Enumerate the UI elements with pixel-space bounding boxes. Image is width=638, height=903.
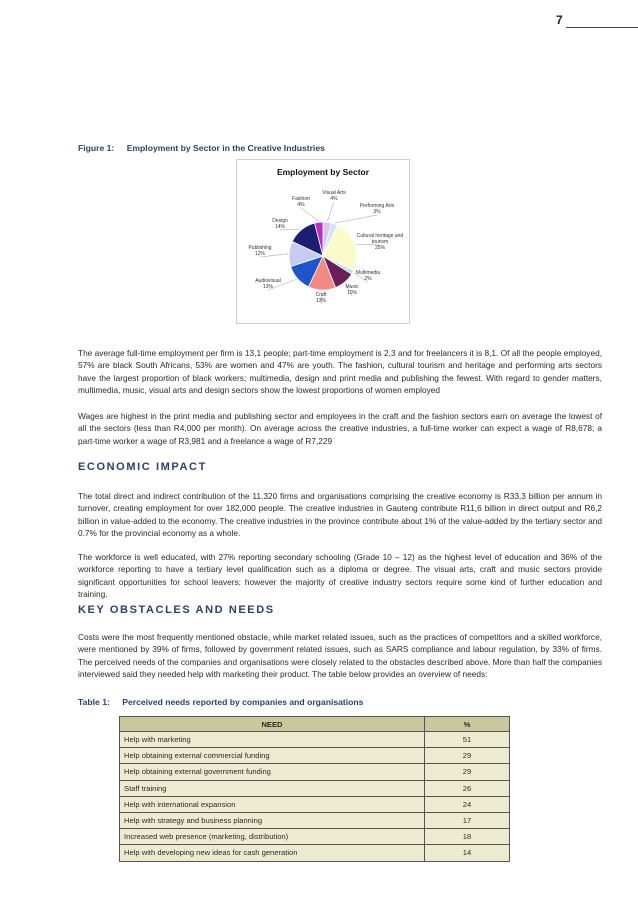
table-row	[120, 748, 510, 764]
need-cell: Help with developing new ideas for cash generation	[120, 845, 425, 861]
percent-cell: 17	[425, 812, 510, 828]
employment-pie-chart	[236, 159, 410, 324]
leader-line	[301, 208, 319, 221]
slice-label: Design 14%	[272, 218, 288, 230]
paragraph-contribution: The total direct and indirect contribution of the 11,320 firms and organisations comprising the creative economy is R33,3 billion per annum in turnover, creating employment for over 182,000 people. The creative industries in Gauteng contribute R11,6 billion in direct output and R6,2 billion in value-added to the economy. The creative industries in the province contribute about 1% of the value-added by the tertiary sector and 0.7% for the provincial economy as a whole.	[78, 491, 602, 539]
table-label: Table 1:	[78, 697, 110, 707]
page-number-rule	[566, 27, 638, 28]
table-title	[78, 697, 363, 707]
need-cell: Help with marketing	[120, 732, 425, 748]
need-cell: Help with international expansion	[120, 796, 425, 812]
paragraph-obstacles: Costs were the most frequently mentioned obstacle, while market related issues, such as the practices of competitors and a skilled workforce, were mentioned by 39% of firms, followed by government related issues, such as SARS compliance and labour regulation, by 33% of firms. The perceived needs of the companies and organisations were closely related to the obstacles described above. More than half the companies interviewed said they needed help with marketing their product. The table below provides an overview of needs:	[78, 632, 602, 680]
paragraph-employment: The average full-time employment per firm is 13,1 people; part-time employment is 2,3 and for freelancers it is 8,1. Of all the people employed, 57% are black South Africans, 53% are women and 47% are youth. The fashion, cultural tourism and heritage and performing arts sectors have the largest proportion of black workers; multimedia, design and print media and publishing the fewest. With regard to gender matters, multimedia, music, visual arts and design sectors show the lowest proportions of women employed	[78, 348, 602, 396]
table-caption: Perceived needs reported by companies and organisations	[122, 697, 364, 707]
need-cell: Increased web presence (marketing, distribution)	[120, 829, 425, 845]
heading-economic-impact: ECONOMIC IMPACT	[78, 461, 207, 473]
header-need: NEED	[120, 717, 425, 732]
table-row	[120, 732, 510, 748]
need-cell: Help with strategy and business planning	[120, 812, 425, 828]
table-row	[120, 764, 510, 780]
page-number: 7	[556, 13, 563, 27]
chart-title: Employment by Sector	[276, 167, 370, 177]
table-row	[120, 796, 510, 812]
slice-label: Multimedia 2%	[355, 270, 381, 282]
slice-label: Cultural heritage and tourism 25%	[356, 233, 404, 251]
leader-line	[327, 202, 334, 221]
percent-cell: 51	[425, 732, 510, 748]
table-row	[120, 829, 510, 845]
table-row	[120, 780, 510, 796]
percent-cell: 14	[425, 845, 510, 861]
percent-cell: 24	[425, 796, 510, 812]
table-header-row	[120, 717, 510, 732]
slice-label: Visual Arts 4%	[322, 190, 346, 202]
percent-cell: 29	[425, 764, 510, 780]
heading-key-obstacles: KEY OBSTACLES AND NEEDS	[78, 604, 275, 616]
table-row	[120, 845, 510, 861]
header-percent: %	[425, 717, 510, 732]
figure-caption: Employment by Sector in the Creative Industries	[126, 143, 325, 153]
slice-label: Fashion 4%	[292, 196, 310, 208]
figure-title	[78, 143, 325, 153]
table-row	[120, 812, 510, 828]
paragraph-education: The workforce is well educated, with 27% reporting secondary schooling (Grade 10 – 12) as the highest level of education and 36% of the workforce reporting to have a tertiary level qualification such as a diploma or degree. The visual arts, craft and music sectors provide significant opportunities for school leavers; however the majority of creative industry sectors require some kind of further education and training.	[78, 552, 602, 600]
percent-cell: 18	[425, 829, 510, 845]
slice-label: Performing Arts 3%	[359, 203, 395, 215]
figure-label: Figure 1:	[78, 143, 115, 153]
need-cell: Help obtaining external government funding	[120, 764, 425, 780]
slice-label: Craft 13%	[315, 292, 327, 304]
slice-label: Publishing 12%	[248, 245, 272, 257]
slice-label: Music 10%	[345, 284, 359, 296]
needs-table	[119, 716, 510, 862]
slice-label: Audiovisual 13%	[255, 278, 281, 290]
pie-chart-svg	[237, 160, 409, 323]
need-cell: Staff training	[120, 780, 425, 796]
need-cell: Help obtaining external commercial funding	[120, 748, 425, 764]
paragraph-wages: Wages are highest in the print media and publishing sector and employees in the craft and the fashion sectors earn on average the lowest of all the sectors (less than R4,000 per month). On average across the creative industries, a full-time worker can expect a wage of R8,678; a part-time worker a wage of R3,981 and a freelance a wage of R7,229	[78, 411, 602, 446]
percent-cell: 26	[425, 780, 510, 796]
leader-line	[335, 215, 377, 223]
percent-cell: 29	[425, 748, 510, 764]
